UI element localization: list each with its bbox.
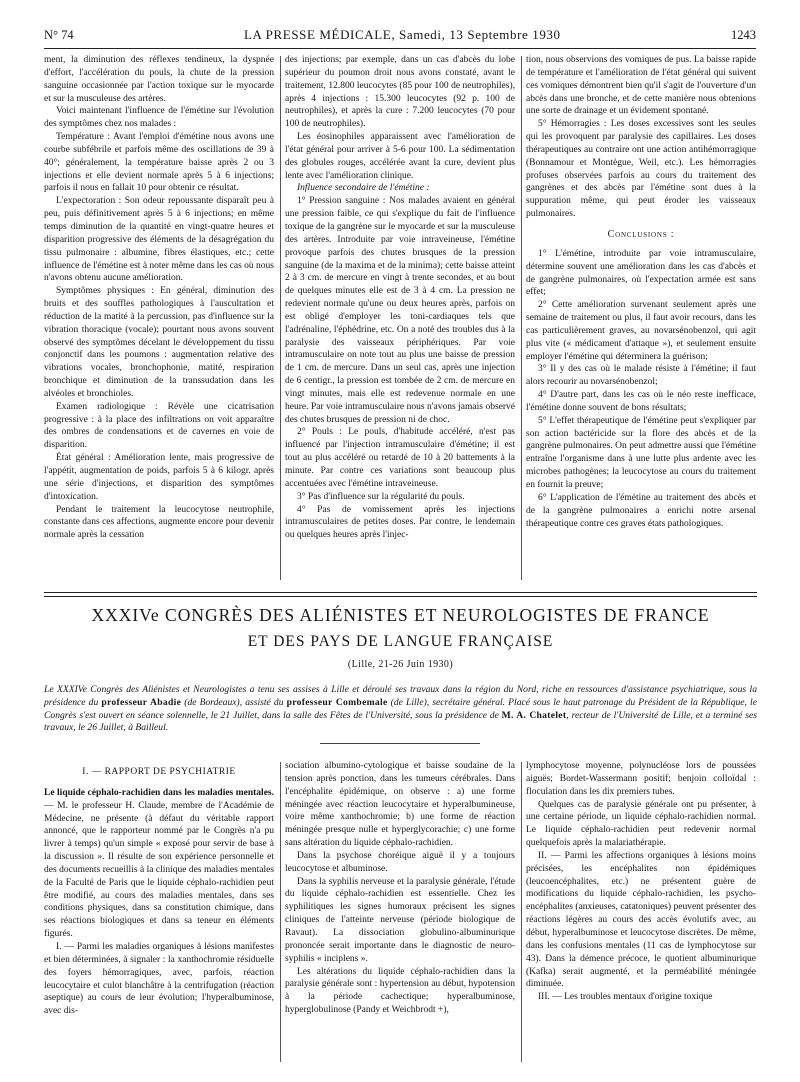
- column-divider: [280, 762, 281, 1062]
- running-header: [44, 27, 756, 49]
- paragraph: 4° Pas de vomissement après les injections intramusculaires de petites doses. Par contre, le lendemain ou quelques heures après l'injec-: [285, 504, 515, 541]
- paragraph: tion, nous observions des vomiques de pus. La baisse rapide de température et l'amélioration de l'état général qui suivent ces vomiques démontrent bien qu'il s'agit de l'ouverture d'un abcès dans une bronche, et de cette manière nous obtenions une sorte de drainage et un évidement spontané.: [526, 55, 756, 117]
- column-divider: [521, 56, 522, 580]
- congress-title-line-1: XXXIVe CONGRÈS DES ALIÉNISTES ET NEUROLOGISTES DE FRANCE: [91, 605, 710, 625]
- paragraph: 2° Cette amélioration survenant seulement après une semaine de traitement ou plus, il faut avoir recours, dans les cas particulièrement graves, au novarsénobenzol, qui agit plus vite (« médicament d'attaque »), et seulement ensuite employer l'émétine qui déterminera la guérison;: [526, 300, 756, 362]
- column-divider: [280, 56, 281, 580]
- paragraph: III. — Les troubles mentaux d'origine toxique: [538, 992, 713, 1003]
- paragraph: Pendant le traitement la leucocytose neutrophile, constante dans ces affections, augmente encore pour devenir normale après la cessation: [44, 504, 274, 541]
- paragraph: L'expectoration : Son odeur repoussante disparaît peu à peu, puis définitivement après 5 à 6 injections; en même temps diminution de la quantité en vingt-quatre heures et disparition progressive des éléments de la désagrégation du tissu pulmonaire : albumine, fibres élastiques, etc.; cette influence de l'émétine est à noter même dans les cas où nous n'avons obtenu aucune amélioration.: [44, 196, 274, 284]
- paragraph: Voici maintenant l'influence de l'émétine sur l'évolution des symptômes chez nos malades :: [44, 106, 274, 130]
- congress-title-line-2: ET DES PAYS DE LANGUE FRANÇAISE: [247, 633, 554, 650]
- paragraph: Quelques cas de paralysie générale ont pu présenter, à une certaine période, un liquide céphalo-rachidien normal. Le liquide céphalo-rachidien peut redevenir normal quelquefois après la malariathérapie.: [526, 799, 756, 849]
- paragraph: II. — Parmi les affections organiques à lésions moins précisées, les encéphalites non épidémiques (leucoencéphalites, etc.) ne présentent guère de modifications du liquide céphalo-rachidien, les psycho-encéphalites (anxieuses, catatoniques) peuvent présenter des réactions légères au cours des accès évolutifs avec, au début, hyperalbuminose et leucocytose discrètes. De même, dans les confusions mentales (11 cas de lymphocytose sur 43). Dans la démence précoce, le quotient albuminurique (Kafka) serait augmenté, et la perméabilité méningée diminuée.: [526, 850, 756, 990]
- paragraph: 1° Pression sanguine : Nos malades avaient en général une pression faible, ce qui s'explique du fait de l'influence toxique de la gangrène sur le myocarde et sur la musculeuse des artères. Introduite par voie intraveineuse, l'émétine provoque parfois des chutes brusques de la pression sanguine (de la maxima et de la minima); cette baisse atteint 2 à 3 cm. de mercure en vingt à trente secondes, et au bout de quelques minutes elle est de 3 à 4 cm. La pression ne redevient normale qu'une ou deux heures après, parfois on est obligé d'employer les toni-cardiaques tels que l'adrénaline, l'éphédrine, etc. On a noté des troubles dus à la paralysie des vaisseaux périphériques. Par voie intramusculaire on note tout au plus une baisse de pression de 1 cm. de mercure. Dans un seul cas, après une injection de 6 centigr., la pression est tombée de 2 cm. de mercure en vingt minutes, mais elle est redevenue normale en une heure. Par voie intramusculaire nous n'avons jamais observé des chutes brusques de pression ni de choc.: [285, 196, 515, 425]
- publication-title: LA PRESSE MÉDICALE, Samedi, 13 Septembre 1930: [244, 27, 561, 42]
- paragraph: 6° L'application de l'émétine au traitement des abcès et de la gangrène pulmonaires a enrichi notre arsenal thérapeutique contre ces graves états pathologiques.: [526, 492, 756, 529]
- report-title: Le liquide céphalo-rachidien dans les maladies mentales.: [44, 787, 274, 798]
- paragraph: 3° Il y des cas où le malade résiste à l'émétine; il faut alors recourir au novarsénobenzol;: [526, 364, 756, 388]
- paragraph: Symptômes physiques : En général, diminution des bruits et des souffles pathologiques à l'auscultation et réduction de la matité à la percussion, pas d'influence sur la vibration thoracique (vocale); pourtant nous avons souvent observé des symptômes décelant le développement du tissu conjonctif dans les poumons : augmentation relative des vibrations vocales, bronchophonie, matité, respiration bronchique et diminution de la transsudation dans les alvéoles et bronchioles.: [44, 286, 274, 399]
- top-column-1: [44, 54, 274, 580]
- top-article: [44, 54, 757, 580]
- intro-text: (de Bordeaux), assisté du: [181, 696, 287, 708]
- paragraph: 5° L'effet thérapeutique de l'émétine peut s'expliquer par son action bactéricide sur la flore des abcès et de la gangrène pulmonaires. On peut admettre aussi que l'émétine entraîne l'organisme dans à une lutte plus ardente avec les microbes pathogènes; la leucocytose au cours du traitement en fournit la preuve;: [526, 415, 756, 490]
- paragraph: Température : Avant l'emploi d'émétine nous avons une courbe subfébrile et parfois même des oscillations de 39 à 40°; généralement, la température baisse après 2 ou 3 injections et elle devient normale après 5 à 6 injections; parfois il nous en fallait 10 pour obtenir ce résultat.: [44, 132, 274, 194]
- paragraph: 2° Pouls : Le pouls, d'habitude accéléré, n'est pas influencé par l'injection intramusculaire d'émétine; il est tout au plus accéléré ou retardé de 10 à 20 battements à la minute. Par contre ces variations sont beaucoup plus accentuées avec l'émétine intraveineuse.: [285, 427, 515, 489]
- bottom-column-3: [526, 760, 756, 1070]
- paragraph: I. — Parmi les maladies organiques à lésions manifestes et bien déterminées, à signaler : la xanthochromie résiduelle des foyers hémorragiques, avec, parfois, réaction leucocytaire et culot blanchâtre à la centrifugation (réaction aseptique) au cours de leur évolution; l'hyperalbuminose, avec dis-: [44, 941, 274, 1017]
- bottom-column-2: [285, 760, 515, 1070]
- paragraph: 1° L'émétine, introduite par voie intramusculaire, détermine souvent une amélioration dans les cas d'abcès et de gangrène pulmonaires, où l'expectation armée est sans effet;: [526, 248, 756, 298]
- paragraph: des injections; par exemple, dans un cas d'abcès du lobe supérieur du poumon droit nous avons constaté, avant le traitement, 12.800 leucocytes (85 pour 100 de neutrophiles), après 4 injections : 15.300 leucocytes (92 p. 100 de neutrophiles), et après la cure : 7.200 leucocytes (70 pour 100 de neutrophiles).: [285, 55, 515, 130]
- congress-report: [44, 760, 757, 1070]
- paragraph: sociation albumino-cytologique et baisse soudaine de la tension après ponction, dans les tumeurs cérébrales. Dans l'encéphalite épidémique, on observe : a) une forme méningée avec réaction leucocytaire et hyperalbumineuse, voire même xanthochromie; b) une forme de réaction méningée presque nulle et hyperglycorachie; c) une forme sans altération du liquide céphalo-rachidien.: [285, 761, 515, 849]
- paragraph: lymphocytose moyenne, polynucléose lors de poussées aiguës; Bordet-Wassermann positif; benjoin colloïdal : floculation dans les dix premiers tubes.: [526, 761, 756, 797]
- top-column-3: [526, 54, 756, 580]
- subheading: Influence secondaire de l'émétine :: [297, 183, 430, 194]
- secretary-name: professeur Combemale: [286, 696, 388, 708]
- president-name: professeur Abadie: [101, 696, 182, 708]
- congress-dates: (Lille, 21-26 Juin 1930): [347, 659, 454, 670]
- bottom-column-1: [44, 760, 274, 1070]
- short-separator: [320, 743, 480, 744]
- intro-text: (de Lille), secrétaire général. Placé sous le haut patronage du Président de la République, le Congrès s'est ouvert en séance solennelle, le 21 Juillet, dans la salle des Fêtes de l'Université, sous la présidence de: [44, 696, 757, 721]
- paragraph: 5° Hémorragies : Les doses excessives sont les seules qui les provoquent par paralysie des capillaires. Les doses thérapeutiques au contraire ont une action antihémorragique (Bonnamour et Montègue, Weil, etc.). Les hémorragies profuses observées parfois au cours du traitement des gangrènes et des abcès par l'émétine sont dues à la suppuration même, qui peut éroder les vaisseaux pulmonaires.: [526, 119, 756, 220]
- paragraph: Les éosinophiles apparaissent avec l'amélioration de l'état général pour arriver à 5-6 pour 100. La sédimentation des globules rouges, accélérée avant la cure, devient plus lente avec l'amélioration clinique.: [285, 132, 515, 181]
- paragraph: Dans la psychose choréique aiguë il y a toujours leucocytose et albuminose.: [285, 850, 515, 874]
- report-heading: I. — RAPPORT DE PSYCHIATRIE: [82, 767, 236, 777]
- section-rule: [44, 592, 757, 597]
- paragraph-text: — M. le professeur H. Claude, membre de l'Académie de Médecine, ne présente (à défaut du véritable rapport annoncé, que le rapporteur nommé par le Congrès n'a pu livrer à temps) qu'un simple « exposé pour servir de base à la discussion ». Il résulte de son expérience personnelle et des documents recueillis à la clinique des maladies mentales de la Faculté de Paris que le liquide céphalo-rachidien peut être modifié, au cours des maladies mentales, dans ses conditions physiques, dans sa constitution chimique, dans ses réactions biologiques et dans sa teneur en éléments figurés.: [44, 800, 274, 940]
- paragraph: 4° D'autre part, dans les cas où le néo reste inefficace, l'émétine donne souvent de bons résultats;: [526, 390, 756, 413]
- conclusions-heading: Conclusions :: [607, 228, 675, 240]
- paragraph: ment, la diminution des réflexes tendineux, la dyspnée d'effort, l'accélération du pouls, la chute de la pression sanguine occasionnée par l'action toxique sur le myocarde et sur la musculeuse des artères.: [44, 55, 274, 104]
- paragraph: 3° Pas d'influence sur la régularité du pouls.: [297, 491, 465, 502]
- paragraph: Examen radiologique : Révèle une cicatrisation progressive : à la place des infiltrations on voit apparaître des ombres de condensations et de cavernes en voie de disparition.: [44, 401, 274, 451]
- page-number-right: 1243: [730, 28, 756, 42]
- intro-text: Le XXXIVe Congrès des Aliénistes et Neurologistes a tenu ses assises à Lille et déroulé ses travaux dans la région du Nord, riche en ressources d'assistance psychiatrique, sous la présidence du: [44, 684, 757, 708]
- paragraph: Dans la syphilis nerveuse et la paralysie générale, l'étude du liquide céphalo-rachidien est essentielle. Chez les syphilitiques les signes humoraux précisent les signes cliniques de l'atteinte nerveuse (période biologique de Ravaut). La dissociation globulino-albuminurique prononcée serait importante dans le diagnostic de neuro-syphilis « inciplens ».: [285, 876, 515, 964]
- congress-introduction: [44, 684, 757, 735]
- paragraph: [44, 787, 274, 941]
- paragraph: État général : Amélioration lente, mais progressive de l'appétit, augmentation de poids, parfois 5 à 6 kilogr. après une série d'injections, et disparition des symptômes d'intoxication.: [44, 453, 274, 502]
- column-divider: [521, 762, 522, 1062]
- paragraph: Les altérations du liquide céphalo-rachidien dans la paralysie générale sont : hypertension au début, hypotension à la période cachectique; hyperalbuminose, hyperglobulinose (Pandy et Weichbrodt +),: [285, 966, 515, 1016]
- intro-text: , recteur de l'Université de Lille, et a terminé ses travaux, le 26 Juillet, à Bailleul.: [44, 709, 757, 734]
- top-column-2: [285, 54, 515, 580]
- page-number-left: N° 74: [44, 28, 74, 42]
- rector-name: M. A. Chatelet: [501, 709, 567, 721]
